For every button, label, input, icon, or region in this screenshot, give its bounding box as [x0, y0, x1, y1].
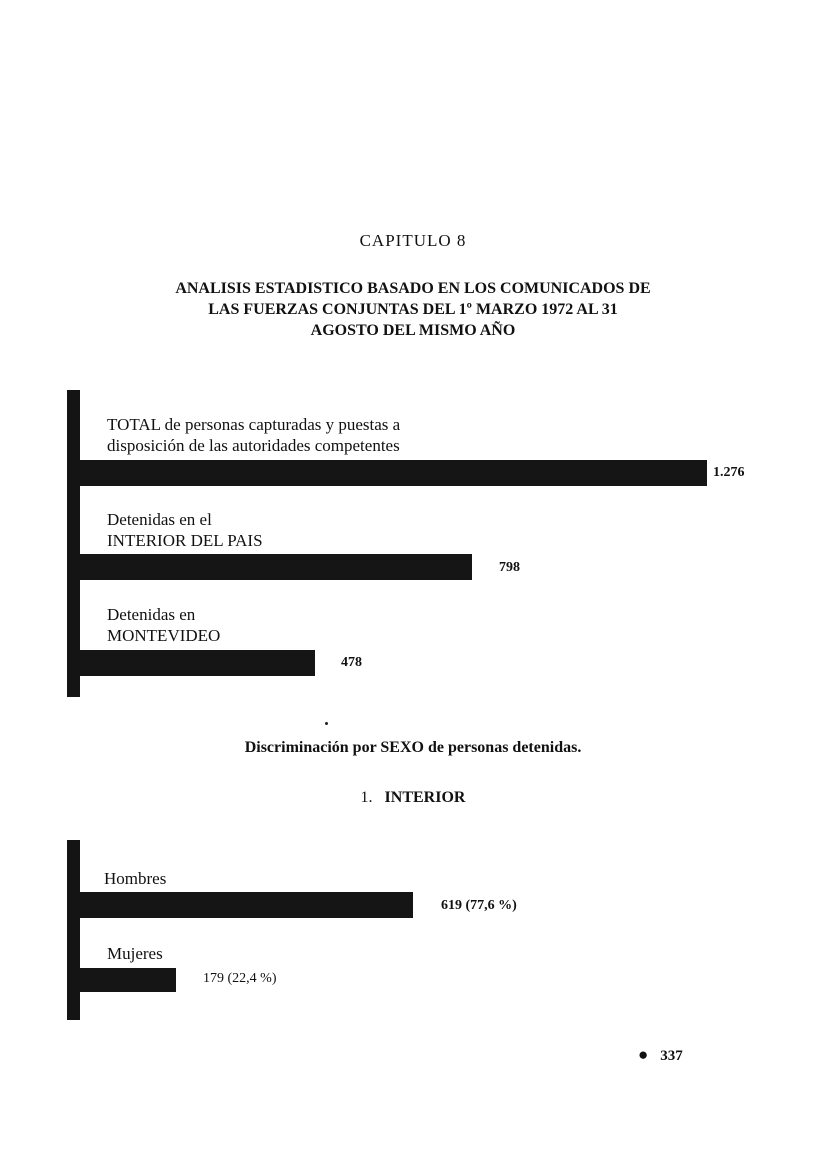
- chart1-bar-montevideo: [80, 650, 315, 676]
- section-number: 1.: [360, 789, 373, 806]
- heading-line: ANALISIS ESTADISTICO BASADO EN LOS COMUNICADOS DE: [175, 280, 651, 297]
- chart1-category-label-total: TOTAL de personas capturadas y puestas a disposición de las autoridades competentes: [107, 415, 401, 455]
- chart1-category-label-montevideo: Detenidas en MONTEVIDEO: [107, 605, 221, 645]
- page-footer: [638, 1045, 683, 1065]
- section-subtitle: Discriminación por SEXO de personas detenidas.: [244, 739, 582, 756]
- chart1-value-total: 1.276: [713, 465, 745, 480]
- chart2-bar-hombres: [80, 892, 413, 918]
- page-number: 337: [660, 1048, 683, 1064]
- section-heading: [0, 789, 826, 807]
- chart2-bar-mujeres: [80, 968, 176, 992]
- chapter-heading: [0, 278, 826, 341]
- chart1-bar-interior: [80, 554, 472, 580]
- chart1-bar-total: [80, 460, 707, 486]
- chart1-category-label-interior: Detenidas en el INTERIOR DEL PAIS: [107, 510, 263, 550]
- bullet-icon: ●: [638, 1045, 649, 1064]
- chart2-category-label-hombres: Hombres: [104, 869, 167, 888]
- speck-mark: [325, 722, 328, 725]
- chart2-value-mujeres: 179 (22,4 %): [203, 971, 277, 986]
- chart1-value-montevideo: 478: [341, 655, 362, 670]
- chart1-value-interior: 798: [499, 560, 520, 575]
- chart2-axis: [67, 840, 80, 1020]
- chapter-label: CAPITULO 8: [359, 231, 467, 250]
- chart2-value-hombres: 619 (77,6 %): [441, 898, 517, 913]
- chart2-category-label-mujeres: Mujeres: [107, 944, 163, 963]
- heading-line: AGOSTO DEL MISMO AÑO: [310, 322, 516, 339]
- section-name: INTERIOR: [384, 789, 466, 806]
- chart1-axis: [67, 390, 80, 697]
- heading-line: LAS FUERZAS CONJUNTAS DEL 1º MARZO 1972 AL 31: [208, 301, 618, 318]
